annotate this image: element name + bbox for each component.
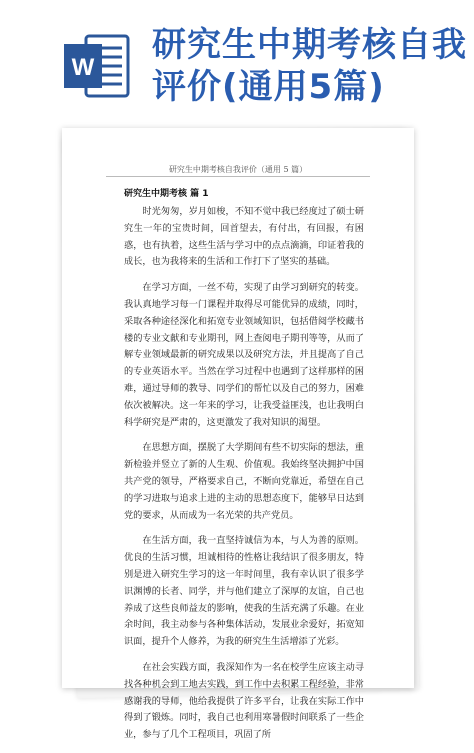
page-title: 研究生中期考核自我评价(通用5篇) xyxy=(152,25,467,107)
paragraph: 时光匆匆，岁月如梭，不知不觉中我已经度过了硕士研究生一年的宝贵时间，回首望去，有付出，有回报，有困惑，也有执着，这些生活与学习中的点点滴滴，印证着我的成长，也为我将来的生活和工作打下了坚实的基础。 xyxy=(124,206,364,268)
paragraph: 在社会实践方面，我深知作为一名在校学生应该主动寻找各种机会到工地去实践，到工作中去积累工程经验，非常感谢我的导师，他给我提供了许多平台，让我在实际工作中得到了锻炼。同时，我自己也利用寒暑假时间联系了一些企业，参与了几个工程项目，巩固了所 xyxy=(124,661,364,741)
header-divider xyxy=(106,176,370,177)
banner xyxy=(0,0,474,118)
paragraph: 在生活方面，我一直坚持诚信为本，与人为善的原则。优良的生活习惯，坦诚相待的性格让我结识了很多朋友，特别是进入研究生学习的这一年时间里，我有幸认识了很多学识渊博的长者、同学，并与他们建立了深厚的友谊，自己也养成了这些良师益友的影响，使我的生活充满了乐趣。在业余时间，我主动参与各种集体活动，发展业余爱好，拓宽知识面，提升个人修养，为我的研究生生活增添了光彩。 xyxy=(124,535,364,648)
document-page xyxy=(62,128,414,741)
section-title: 研究生中期考核 篇 1 xyxy=(124,189,209,199)
paragraph: 在思想方面，摆脱了大学期间有些不切实际的想法，重新检验并竖立了新的人生观、价值观。我始终坚决拥护中国共产党的领导，严格要求自己，不断向党靠近，希望在自己的学习进取与追求上进的主动的思想态度下，能够早日达到党的要求，从而成为一名光荣的共产党员。 xyxy=(124,442,364,521)
svg-text:W: W xyxy=(71,54,95,81)
running-header: 研究生中期考核自我评价（通用 5 篇） xyxy=(168,165,308,174)
document-preview[interactable] xyxy=(62,128,414,741)
paragraph: 在学习方面，一丝不苟，实现了由学习到研究的转变。我认真地学习每一门课程并取得尽可能优异的成绩，同时，采取各种途径深化和拓宽专业领域知识，包括借阅学校藏书楼的专业文献和专业期刊，网上查阅电子期刊等等，从而了解专业领域最新的研究成果以及研究方法，并且提高了自己的专业英语水平。当然在学习过程中也遇到了这样那样的困难，通过导师的教导、同学们的帮忙以及自己的努力，困难依次被解决。这一年来的学习，让我受益匪浅，也让我明白科学研究是严肃的，这更激发了我对知识的渴望。 xyxy=(124,282,364,428)
word-document-icon xyxy=(62,32,130,100)
document-body xyxy=(124,204,364,753)
